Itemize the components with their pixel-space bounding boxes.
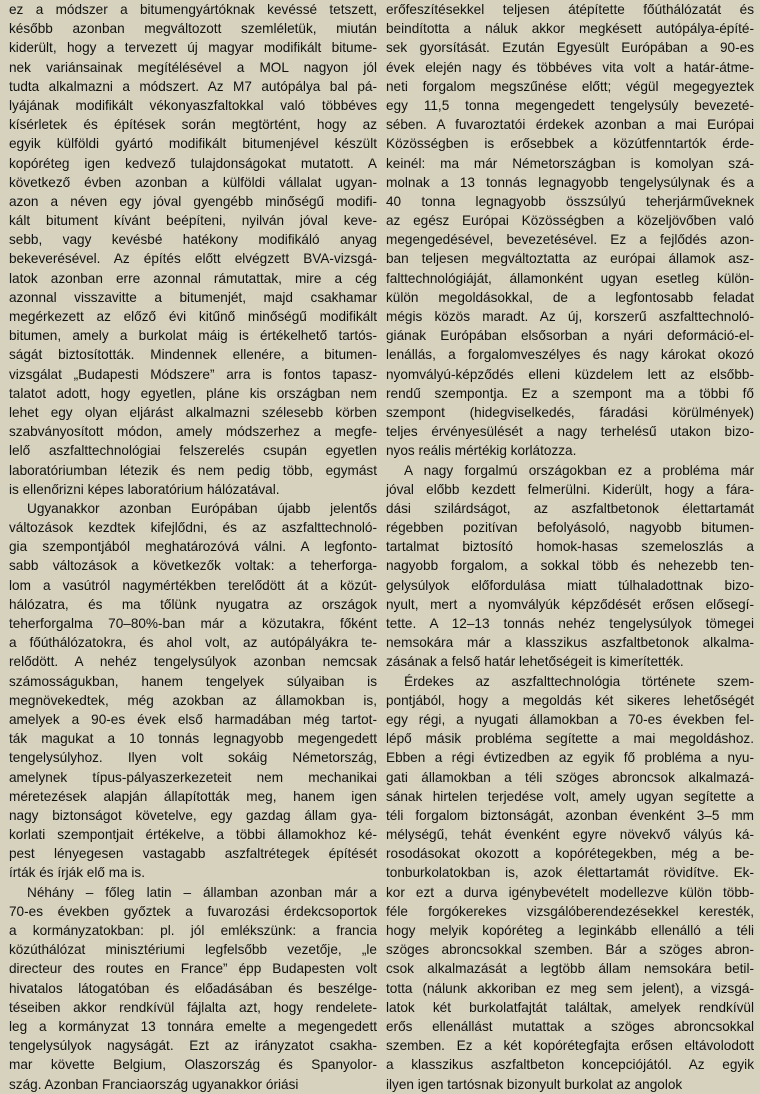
text-line: ságát biztosították. Mindennek ellenére, a bitumen-: [9, 347, 377, 363]
text-line: falttechnológiáját, államonként ugyan esetleg külön-: [386, 270, 754, 286]
text-line: totta (nálunk akkoriban ez meg sem jelent), a vizsgá-: [386, 980, 754, 996]
text-line: ban teljesen megváltoztatta az európai államok asz-: [386, 251, 754, 267]
text-line: gelysúlyok előfordulása miatt túlhaladottnak bizo-: [386, 577, 754, 593]
text-line: kor ezt a durva igénybevételt modellezve külön több-: [386, 884, 754, 900]
text-line: szemben. Ez a két kopórétegfajta erősen eltávolodott: [386, 1038, 754, 1054]
text-line: később azonban megváltozott szemléletük, miután: [9, 21, 377, 37]
text-line: külön megoldásokkal, de a legfontosabb feladat: [386, 289, 754, 305]
text-line: számosságukban, hanem tengelyek súlyaiban is: [9, 673, 377, 689]
text-line: régebben pozitívan befolyásoló, nagyobb bitumen-: [386, 520, 754, 536]
text-line: korlati szempontjait értékelve, a többi államokhoz ké-: [9, 827, 377, 843]
text-line: sebb, vagy kevésbé hatékony modifikáló anyag: [9, 232, 377, 248]
text-line: változások kezdtek kifejlődni, és az aszfalttechnoló-: [9, 520, 377, 536]
text-line: mégis közös maradt. Az új, korszerű aszfalttechnoló-: [386, 309, 754, 324]
text-line: nek variánsainak megítélésével a MOL nagyon jól: [9, 59, 377, 75]
text-line: nyos reális mértékig korlátozza.: [386, 443, 577, 459]
text-line: azonnal visszavitte a bitumenjét, majd csakhamar: [9, 289, 377, 305]
text-line: amelyek a 90-es évek első harmadában még tartot-: [9, 711, 377, 727]
text-line: Néhány – főleg latin – államban azonban már a: [27, 884, 377, 900]
text-line: lehet egy olyan eljárást alkalmazni szélesebb körben: [9, 404, 377, 420]
text-line: gati államokban a téli szöges abroncsok alkalmazá-: [386, 769, 754, 785]
text-line: a klasszikus aszfaltbeton koncepciójától. Az egyik: [386, 1057, 754, 1073]
text-line: szempont (hidegviselkedés, fáradási körülmények): [386, 404, 754, 420]
text-line: lelő aszfalttechnológiai felszerelés csupán egyetlen: [9, 443, 377, 459]
text-line: kísérletek és építések során megtörtént, hogy az: [9, 117, 377, 133]
text-line: egy 11,5 tonna megengedett tengelysúly bevezeté-: [386, 97, 754, 113]
text-line: tette. A 12–13 tonnás nehéz tengelysúlyok tömegei: [386, 616, 754, 631]
text-line: pest lényegesen vastagabb aszfaltrétegek építését: [9, 846, 377, 862]
text-line: az egész Európai Közösségben a közeljövőben való: [386, 213, 754, 229]
text-line: sának hirtelen terjedése volt, amely ugyan segítette a: [386, 788, 754, 804]
right-column: [386, 0, 754, 1092]
left-column: [9, 0, 377, 1092]
text-line: Közösségben is erősebbek a közútfenntartók érde-: [386, 136, 754, 152]
text-line: gia szempontjából meghatározóvá válni. A legfonto-: [9, 539, 377, 555]
text-line: hivatalos látogatóban és előadásában és beszélge-: [9, 980, 377, 996]
text-line: erőfeszítésekkel teljesen átépítette főúthálózatát és: [386, 2, 754, 17]
text-line: zásának a felső határ lehetőségeit is kimerítették.: [386, 654, 684, 670]
text-line: bitumen, amely a burkolat máig is értékelhető tartós-: [9, 328, 377, 344]
text-line: A nagy forgalmú országokban ez a probléma már: [404, 462, 754, 478]
text-line: szabványosított módon, amely módszerhez a megfe-: [9, 424, 377, 440]
text-line: Ebben a régi évtizedben az egyik fő probléma a nyu-: [386, 750, 754, 766]
text-line: amelynek típus-pályaszerkezeteit nem mechanikai: [9, 769, 377, 785]
text-line: directeur des routes en France” épp Budapesten volt: [9, 961, 377, 977]
text-line: téseiben akkor rendkívül fájlalta azt, hogy rendelete-: [9, 999, 377, 1015]
text-line: sek gyorsítását. Ezután Egyesült Európában a 90-es: [386, 40, 754, 56]
text-line: következő évben azonban a külföldi vállalat ugyan-: [9, 174, 377, 190]
text-line: nemsokára már a klasszikus aszfaltbetonok alkalma-: [386, 635, 754, 651]
text-line: lom a vasútról nagymértékben terelődött át a közút-: [9, 577, 377, 593]
text-line: vizsgálat „Budapesti Módszere” arra is fontos tapasz-: [9, 366, 377, 382]
text-line: tengelysúlyok nagyságát. Ezt az irányzatot csakha-: [9, 1038, 377, 1054]
text-line: a főúthálózatokra, és ahol volt, az autópályákra te-: [9, 635, 377, 651]
text-line: ták magukat a 10 tonnás legnagyobb megengedett: [9, 731, 377, 747]
text-line: szág. Azonban Franciaország ugyanakkor óriási: [9, 1076, 299, 1092]
text-line: lépő másik probléma segítette a mai megoldáshoz.: [386, 731, 754, 747]
text-line: megnövekedtek, még azokban az államokban is,: [9, 692, 377, 708]
text-line: giának Európában elsősorban a nyári deformáció-el-: [386, 328, 754, 344]
text-line: nagyobb forgalom, a sokkal több és nehezebb ten-: [386, 558, 754, 574]
text-line: azon a néven egy jóval gyengébb minőségű modifi-: [9, 193, 377, 209]
text-line: ilyen igen tartósnak bizonyult burkolat az angolok: [386, 1076, 683, 1092]
text-line: lenállás, a forgalomveszélyes és nagy károkat okozó: [386, 347, 754, 363]
text-line: rosodásokat okozott a kopórétegekben, még a be-: [386, 846, 754, 862]
text-line: megengedésével, bevezetésével. Ez a fejlődés azon-: [386, 232, 754, 248]
text-line: kiderült, hogy a tervezett új magyar modifikált bitume-: [9, 40, 377, 56]
text-line: egyik külföldi gyártó modifikált bitumenjével készült: [9, 136, 377, 152]
text-line: hogy melyik kopóréteg a leginkább ellenálló a téli: [386, 923, 754, 938]
text-line: jóval előbb kezdett felmerülni. Kiderült, hogy a fára-: [386, 481, 754, 497]
text-line: megérkezett az előző évi kitűnő minőségű modifikált: [9, 309, 377, 324]
text-line: Érdekes az aszfalttechnológia története szem-: [404, 673, 754, 689]
text-line: mar követte Belgium, Olaszország és Spanyolor-: [9, 1057, 377, 1073]
text-line: lyájának modifikált vékonyaszfaltokkal való többéves: [9, 97, 377, 113]
text-line: 40 tonna legnagyobb összsúlyú teherjárműveknek: [386, 193, 754, 209]
text-line: molnak a 13 tonnás legnagyobb tengelysúlynak és a: [386, 174, 754, 190]
text-line: teherforgalma 70–80%-ban már a közutakra, főként: [9, 616, 377, 631]
text-line: rendű szempontja. Ez a szempont ma a többi fő: [386, 385, 754, 401]
text-line: nyult, mert a nyomvályúk képződését erősen elősegí-: [386, 596, 754, 612]
text-line: dási szilárdságot, az aszfaltbetonok élettartamát: [386, 500, 754, 516]
text-line: Ugyanakkor azonban Európában újabb jelentős: [27, 500, 377, 516]
text-line: latok két burkolatfajtát találtak, amelyek rendkívül: [386, 999, 754, 1015]
text-line: féle forgókerekes vizsgálóberendezésekkel keresték,: [386, 903, 754, 919]
text-line: sabb változások a következők voltak: a teherforga-: [9, 558, 377, 574]
text-line: méretezések alapján állapították meg, hanem igen: [9, 788, 377, 804]
text-line: szöges abroncsokkal szemben. Bár a szöges abron-: [386, 942, 754, 958]
text-line: írták és írják elő ma is.: [9, 865, 145, 881]
text-line: kált bitument kívánt beépíteni, nyilván jóval keve-: [9, 213, 377, 229]
text-line: relődött. A nehéz tengelysúlyok azonban nemcsak: [9, 654, 377, 670]
text-line: tudta alkalmazni a módszert. Az M7 autópálya bal pá-: [9, 78, 377, 94]
text-line: közúthálózat minisztériumi legfelsőbb vezetője, „le: [9, 942, 377, 958]
text-line: teljes érvényesülését a nagy terhelésű utakon bizo-: [386, 424, 754, 440]
text-line: is ellenőrizni képes laboratórium hálózatával.: [9, 481, 280, 497]
text-line: bekeverésével. Az építés előtt elvégzett BVA-vizsgá-: [9, 251, 377, 267]
text-line: tartalmat biztosító homok-hasas szemeloszlás a: [386, 539, 754, 555]
text-line: ez a módszer a bitumengyártóknak kevéssé tetszett,: [9, 2, 377, 17]
text-line: tengelysúlyhoz. Ilyen volt sokáig Németország,: [9, 750, 377, 766]
text-line: tonburkolatokban is, azok élettartamát rövidítve. Ek-: [386, 865, 754, 881]
text-line: nagy biztonságot követelve, egy gazdag állam gya-: [9, 807, 377, 823]
text-line: kopóréteg igen kedvező tulajdonságokat mutatott. A: [9, 155, 377, 171]
text-line: beindította a náluk akkor megkésett autópálya-építé-: [386, 21, 754, 37]
text-line: csok alkalmazását a legtöbb állam nemsokára betil-: [386, 961, 754, 977]
text-line: egy régi, a nyugati államokban a 70-es években fel-: [386, 711, 754, 727]
text-line: téli forgalom biztonságát, azonban évenként 3–5 mm: [386, 807, 754, 823]
text-line: mélységű, tehát évenként egyre növekvő vályús ká-: [386, 827, 754, 843]
text-line: pontjából, hogy a megoldás két sikeres lehetőségét: [386, 692, 754, 708]
text-line: erős ellenállást mutattak a szöges abroncsokkal: [386, 1018, 754, 1034]
text-line: sében. A fuvaroztatói érdekek azonban a mai Európai: [386, 117, 754, 133]
text-line: hálózatra, és ma tőlünk nyugatra az országok: [9, 596, 377, 612]
text-line: a kormányzatokban: pl. jól emlékszünk: a francia: [9, 923, 377, 938]
text-line: talatot adott, hogy egyetlen, pláne kis országban nem: [9, 385, 377, 401]
text-line: latok azonban erre azonnal rámutattak, mire a cég: [9, 270, 377, 286]
text-line: évek elején nagy és többéves vita volt a határ-átme-: [386, 59, 754, 75]
text-line: neti forgalom megszűnése előtt; végül megegyeztek: [386, 78, 754, 94]
text-line: keinél: ma már Németországban is komolyan szá-: [386, 155, 754, 171]
text-line: laboratóriumban létezik és nem pedig több, egymást: [9, 462, 377, 478]
text-line: leg a kormányzat 13 tonnára emelte a megengedett: [9, 1018, 377, 1034]
text-line: 70-es években győztek a fuvarozási érdekcsoportok: [9, 903, 377, 919]
text-line: nyomvályú-képződés elleni küzdelem lett az elsőbb-: [386, 366, 754, 382]
